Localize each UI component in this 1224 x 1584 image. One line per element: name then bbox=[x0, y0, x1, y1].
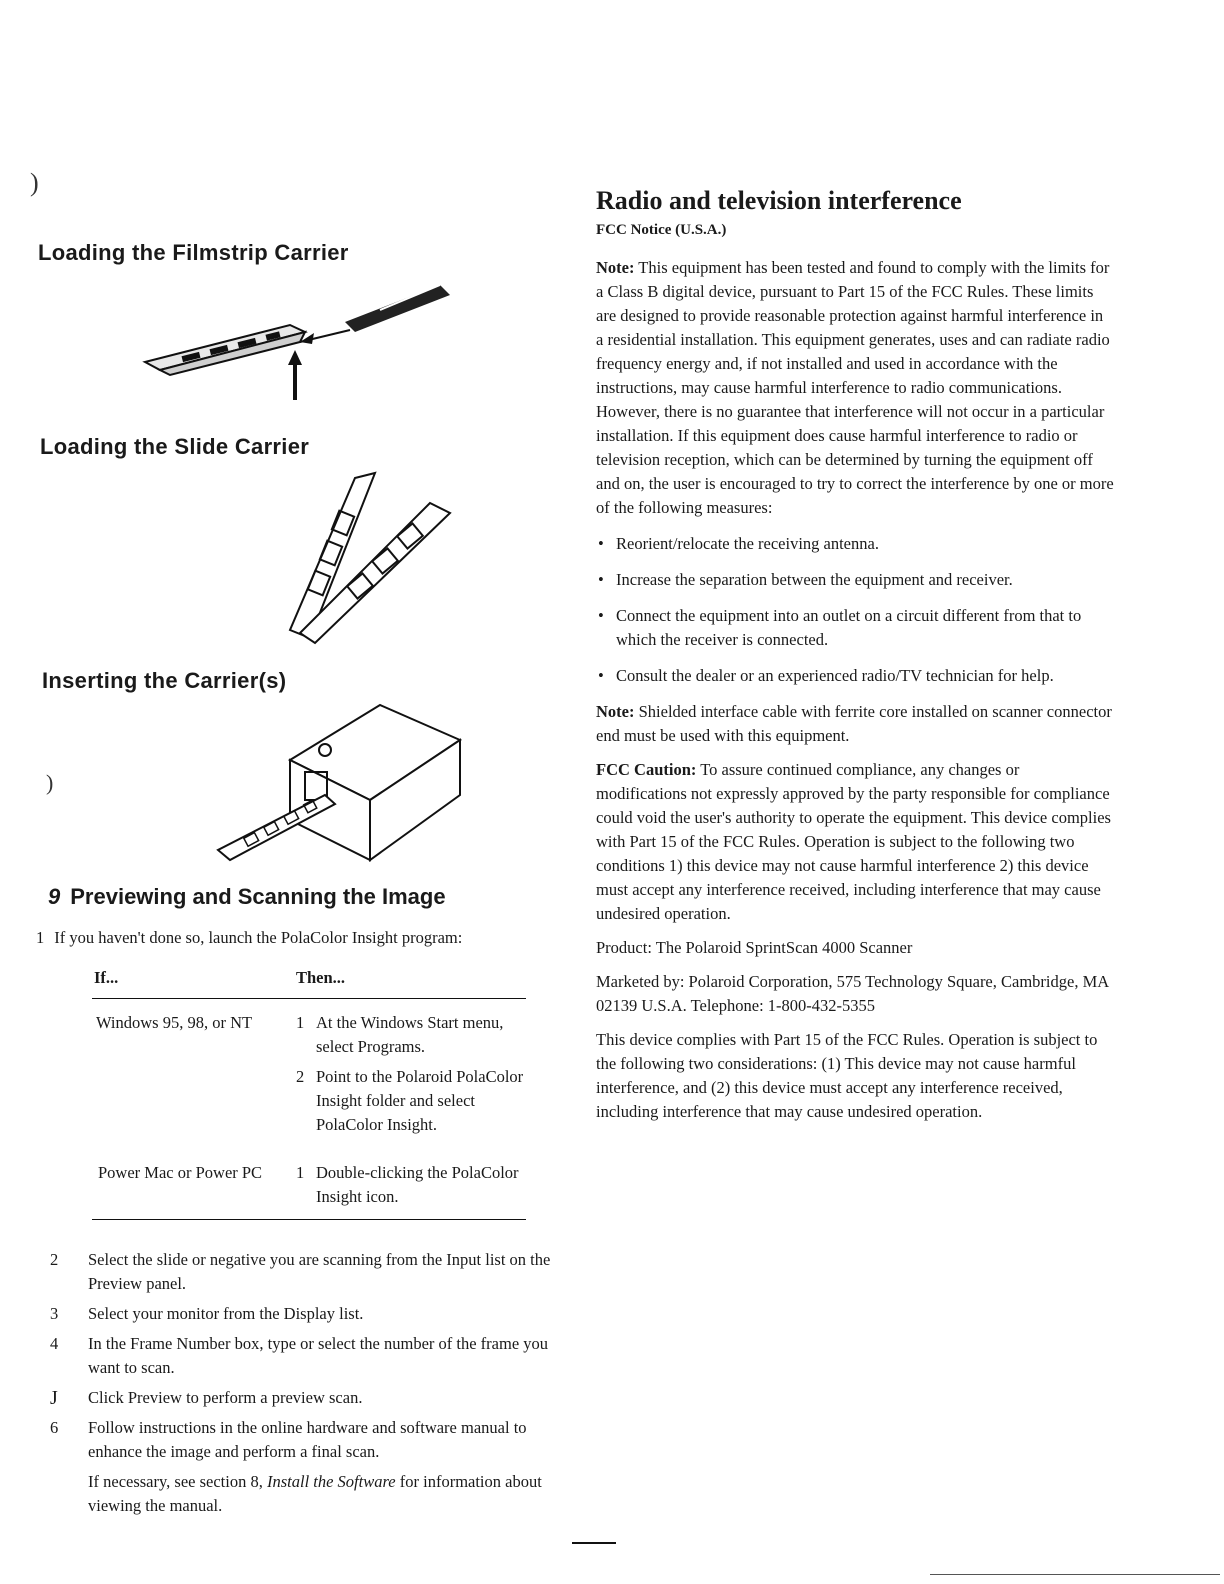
fcc-text-block bbox=[596, 256, 1114, 1134]
step-number: 6 bbox=[50, 1418, 59, 1437]
footer-rule-right bbox=[930, 1574, 1220, 1575]
note-paragraph bbox=[596, 256, 1114, 520]
table-step bbox=[296, 1011, 526, 1059]
column-header-if: If... bbox=[94, 968, 119, 987]
step-number: 1 bbox=[36, 928, 45, 947]
complies-paragraph: This device complies with Part 15 of the FCC Rules. Operation is subject to the following two considerations: (1) This device may not cause harmful interference, and (2) this device must accept any interference received, including interference that may cause undesired operation. bbox=[596, 1030, 1098, 1121]
section-9-heading bbox=[48, 884, 446, 910]
step-number: 2 bbox=[50, 1250, 59, 1269]
column-header-then: Then... bbox=[296, 968, 346, 987]
step-text: Follow instructions in the online hardware and software manual to enhance the image and perform a final scan. bbox=[88, 1418, 527, 1461]
margin-mark-top: ) bbox=[30, 168, 39, 197]
table-step bbox=[296, 1161, 526, 1209]
page-title: Radio and television interference bbox=[596, 186, 962, 215]
caution-text: To assure continued compliance, any changes or modifications not expressly approved by the party responsible for compliance could void the user's authority to operate the equipment. This device complies with Part 15 of the FCC Rules. Operation is subject to the following two conditions 1) this device may not cause harmful interference 2) this device must accept any interference received, including interference that may cause undesired operation. bbox=[596, 760, 1111, 923]
section-number: 9 bbox=[48, 884, 61, 909]
step-text: In the Frame Number box, type or select the number of the frame you want to scan. bbox=[88, 1334, 549, 1377]
list-item bbox=[50, 1416, 570, 1464]
section-title: Previewing and Scanning the Image bbox=[70, 884, 446, 909]
cell-if: Windows 95, 98, or NT bbox=[96, 1013, 253, 1032]
step-number: 4 bbox=[50, 1334, 59, 1353]
step-number: 3 bbox=[50, 1304, 59, 1323]
list-item bbox=[50, 1332, 570, 1380]
step-number-mark: J bbox=[50, 1387, 58, 1409]
list-item: • Increase the separation between the equipment and receiver. bbox=[596, 568, 1114, 592]
table-step-text: Double-clicking the PolaColor Insight icon. bbox=[316, 1163, 519, 1206]
heading-inserting-carriers: Inserting the Carrier(s) bbox=[42, 668, 287, 693]
list-item bbox=[50, 1248, 570, 1296]
table-header-row bbox=[92, 966, 526, 999]
product-line: Product: The Polaroid SprintScan 4000 Scanner bbox=[596, 938, 913, 957]
list-item bbox=[50, 1386, 570, 1410]
filmstrip-carrier-illustration bbox=[140, 270, 460, 410]
note-text: This equipment has been tested and found to comply with the limits for a Class B digital device, pursuant to Part 15 of the FCC Rules. These limits are designed to provide reasonable protection against harmful interference in a residential installation. This equipment generates, uses and can radiate radio frequency energy and, if not installed and used in accordance with the instructions, may cause harmful interference to radio communications. However, there is no guarantee that interference will not occur in a particular installation. If this equipment does cause harmful interference to radio or television reception, which can be determined by turning the equipment off and on, the user is encouraged to try to correct the interference by one or more of the following measures: bbox=[596, 258, 1114, 517]
step-text: Click Preview to perform a preview scan. bbox=[88, 1388, 363, 1407]
table-row bbox=[92, 1161, 526, 1220]
marketed-by: Marketed by: Polaroid Corporation, 575 Technology Square, Cambridge, MA 02139 U.S.A. Telephone: 1-800-432-5355 bbox=[596, 972, 1109, 1015]
list-item: • Reorient/relocate the receiving antenna. bbox=[596, 532, 1114, 556]
table-step-number: 1 bbox=[296, 1013, 305, 1032]
slide-carrier-illustration bbox=[280, 468, 460, 648]
step-text: If you haven't done so, launch the PolaColor Insight program: bbox=[54, 928, 463, 947]
list-item: • Connect the equipment into an outlet on a circuit different from that to which the receiver is connected. bbox=[596, 604, 1114, 652]
table-step-text: Point to the Polaroid PolaColor Insight folder and select PolaColor Insight. bbox=[316, 1067, 524, 1134]
steps-list bbox=[50, 1248, 570, 1518]
scanner-illustration bbox=[210, 700, 470, 870]
footer-rule-center bbox=[572, 1542, 616, 1544]
note-label: Note: bbox=[596, 702, 635, 721]
step-1 bbox=[36, 926, 576, 950]
list-item bbox=[50, 1302, 570, 1326]
note-text-end: for information about viewing the manual. bbox=[88, 1472, 542, 1515]
note-text: Shielded interface cable with ferrite core installed on scanner connector end must be used with this equipment. bbox=[596, 702, 1112, 745]
shielded-cable-note bbox=[596, 700, 1114, 748]
table-step bbox=[296, 1065, 526, 1137]
step-text: Select the slide or negative you are scanning from the Input list on the Preview panel. bbox=[88, 1250, 551, 1293]
note-section-title: Install the Software bbox=[266, 1472, 396, 1491]
options-table bbox=[92, 966, 526, 1220]
cell-if: Power Mac or Power PC bbox=[98, 1163, 263, 1182]
fcc-notice-subtitle: FCC Notice (U.S.A.) bbox=[596, 222, 727, 238]
note-text: If necessary, see section 8, bbox=[88, 1472, 267, 1491]
table-row bbox=[92, 999, 526, 1162]
list-item: • Consult the dealer or an experienced radio/TV technician for help. bbox=[596, 664, 1114, 688]
fcc-caution-paragraph bbox=[596, 758, 1114, 926]
step-text: Select your monitor from the Display list. bbox=[88, 1304, 364, 1323]
table-step-number: 1 bbox=[296, 1163, 305, 1182]
heading-slide-carrier: Loading the Slide Carrier bbox=[40, 434, 310, 459]
manual-note bbox=[50, 1470, 570, 1518]
note-label: Note: bbox=[596, 258, 635, 277]
table-step-text: At the Windows Start menu, select Programs. bbox=[316, 1013, 504, 1056]
table-step-number: 2 bbox=[296, 1067, 305, 1086]
heading-filmstrip-carrier: Loading the Filmstrip Carrier bbox=[38, 240, 349, 265]
margin-mark-middle: ) bbox=[46, 770, 54, 795]
caution-label: FCC Caution: bbox=[596, 760, 697, 779]
